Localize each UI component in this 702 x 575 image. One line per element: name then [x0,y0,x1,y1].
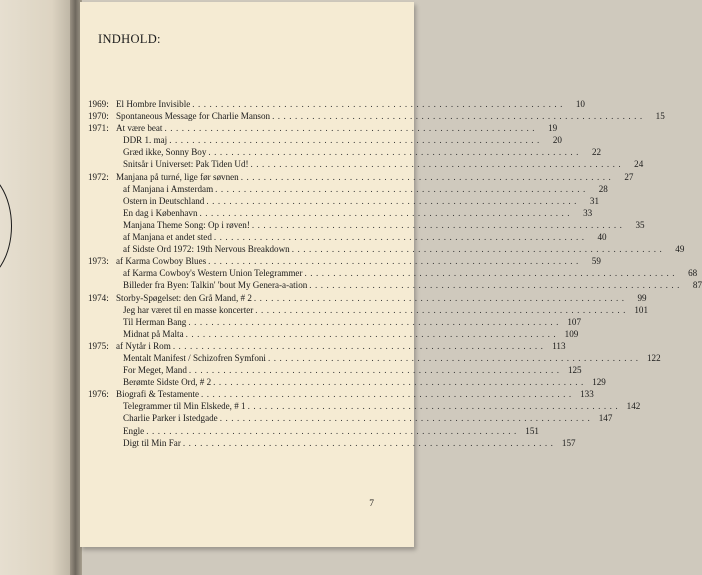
toc-entry-page: 113 [552,340,566,351]
toc-entry-page: 59 [591,256,601,267]
toc-entry-title: af Manjana i Amsterdam [123,183,214,194]
toc-leader-dots [192,99,563,109]
toc-entry-page: 15 [655,111,665,122]
toc-entry-title: Charlie Parker i Istedgade [123,413,218,424]
toc-entry [88,232,607,244]
toc-entry [88,99,585,111]
toc-heading: INDHOLD: [98,32,161,46]
toc-leader-dots [189,365,560,375]
toc-entry [88,401,641,413]
toc-entry-year: 1976: [88,389,109,400]
toc-entry [88,159,644,171]
toc-entry-page: 68 [688,268,698,279]
toc-entry-title: Snitsår i Universet: Pak Tiden Ud! [123,159,249,170]
toc-leader-dots [208,147,579,157]
toc-entry-page: 35 [635,219,645,230]
toc-leader-dots [188,317,559,327]
toc-leader-dots [169,135,540,145]
toc-leader-dots [186,329,557,339]
toc-entry-title: Digt til Min Far [123,437,181,448]
toc-entry-title: Spontaneous Message for Charlie Manson [116,111,271,122]
toc-leader-dots [292,244,663,254]
toc-entry [88,268,698,280]
toc-leader-dots [146,426,517,436]
toc-leader-dots [208,256,579,266]
toc-entry [88,292,647,305]
toc-entry-title: Storby-Spøgelset: den Grå Mand, # 2 [116,292,252,303]
toc-entry [88,328,579,341]
toc-leader-dots [241,172,612,182]
toc-entry [88,111,665,123]
toc-entry-year: 1969: [88,99,109,109]
toc-leader-dots [201,389,572,399]
toc-entry-page: 31 [589,195,600,206]
toc-entry-page: 87 [692,280,702,291]
toc-entry-year: 1970: [88,111,109,122]
toc-entry [88,304,648,317]
toc-entry-page: 99 [637,292,647,303]
toc-entry-page: 49 [675,244,685,255]
toc-entry-title: En dag i København [123,207,198,218]
toc-entry [88,135,562,147]
toc-entry-title: Manjana på turné, lige før søvnen [116,171,239,182]
table-of-contents [88,99,702,450]
toc-entry [88,244,685,256]
toc-entry-title: Berømte Sidste Ord, # 2 [123,377,212,388]
toc-entry [88,183,608,196]
toc-entry-title: At være beat [116,123,163,134]
toc-entry [88,207,593,220]
toc-entry-page: 151 [525,425,539,436]
toc-leader-dots [254,293,625,303]
toc-leader-dots [215,184,586,194]
toc-entry [88,280,702,292]
toc-entry [88,171,634,184]
toc-entry-year: 1972: [88,171,109,182]
toc-entry-title: Midnat på Malta [123,328,184,339]
toc-entry-title: af Karma Cowboy's Western Union Telegrammer [123,268,303,279]
toc-entry-year: 1974: [88,292,109,303]
toc-leader-dots [272,111,643,121]
toc-entry-page: 109 [564,328,579,339]
toc-entry [88,147,602,159]
toc-entry-title: Mentalt Manifest / Schizofren Symfoni [123,352,266,363]
toc-entry-page: 101 [634,304,648,315]
toc-leader-dots [309,280,680,290]
toc-entry [88,365,582,377]
toc-entry-page: 20 [552,135,562,146]
toc-entry-page: 133 [580,389,594,400]
toc-leader-dots [305,268,676,278]
toc-entry-page: 122 [647,352,661,363]
toc-entry-page: 147 [598,413,613,424]
toc-leader-dots [206,196,577,206]
toc-entry [88,340,566,353]
left-page-illustration-arc [0,170,12,282]
toc-entry-page: 40 [597,232,607,243]
toc-leader-dots [164,123,535,133]
toc-entry [88,425,539,438]
toc-entry-title: El Hombre Invisible [116,99,191,109]
toc-entry-title: Jeg har været til en masse koncerter [123,304,254,315]
toc-leader-dots [214,232,585,242]
toc-entry-title: Græd ikke, Sonny Boy [123,147,207,158]
toc-entry-page: 19 [548,123,558,134]
toc-entry-year: 1975: [88,340,109,351]
toc-entry-title: af Nytår i Rom [116,340,171,351]
toc-entry-title: For Meget, Mand [123,365,187,376]
toc-leader-dots [268,353,639,363]
toc-leader-dots [252,220,623,230]
toc-leader-dots [220,413,591,423]
page-number: 7 [369,499,374,509]
toc-entry [88,352,661,365]
toc-leader-dots [255,305,626,315]
toc-entry-page: 129 [592,377,606,388]
toc-entry-title: Biografi & Testamente [116,389,200,400]
toc-leader-dots [200,208,571,218]
toc-entry-title: af Manjana et andet sted [123,232,212,243]
toc-entry-page: 22 [591,147,602,158]
toc-entry-title: Telegrammer til Min Elskede, # 1 [123,401,246,412]
toc-entry [88,316,582,329]
toc-entry-page: 24 [634,159,644,170]
toc-leader-dots [183,438,554,448]
toc-entry-title: Ostern in Deutschland [123,195,205,206]
toc-entry-page: 107 [567,316,582,327]
toc-entry-title: af Karma Cowboy Blues [116,256,207,267]
toc-entry [88,256,601,268]
toc-entry-year: 1973: [88,256,109,267]
toc-entry [88,123,558,135]
toc-entry-page: 28 [598,183,608,194]
toc-entry [88,219,645,232]
toc-entry-title: DDR 1. maj [123,135,168,146]
toc-leader-dots [173,341,544,351]
toc-entry-title: Manjana Theme Song: Op i røven! [123,219,250,230]
right-page [80,2,702,547]
toc-entry-title: af Sidste Ord 1972: 19th Nervous Breakdown [123,244,290,255]
toc-entry [88,195,600,208]
toc-entry [88,389,594,401]
toc-leader-dots [251,159,622,169]
toc-entry [88,413,613,425]
toc-leader-dots [248,401,619,411]
toc-entry-page: 157 [561,437,576,448]
left-page [0,0,74,575]
toc-entry-title: Billeder fra Byen: Talkin' 'bout My Genera-a-ation [123,280,308,291]
toc-entry-page: 27 [624,171,634,182]
toc-entry-page: 33 [583,207,593,218]
toc-entry [88,437,576,450]
toc-entry-title: Engle [123,425,145,436]
toc-entry-title: Til Herman Bang [123,316,187,327]
toc-entry-page: 142 [626,401,641,412]
toc-entry-page: 10 [575,99,585,109]
toc-entry-page: 125 [567,365,582,376]
toc-leader-dots [213,377,584,387]
toc-entry [88,377,606,389]
toc-entry-year: 1971: [88,123,109,134]
